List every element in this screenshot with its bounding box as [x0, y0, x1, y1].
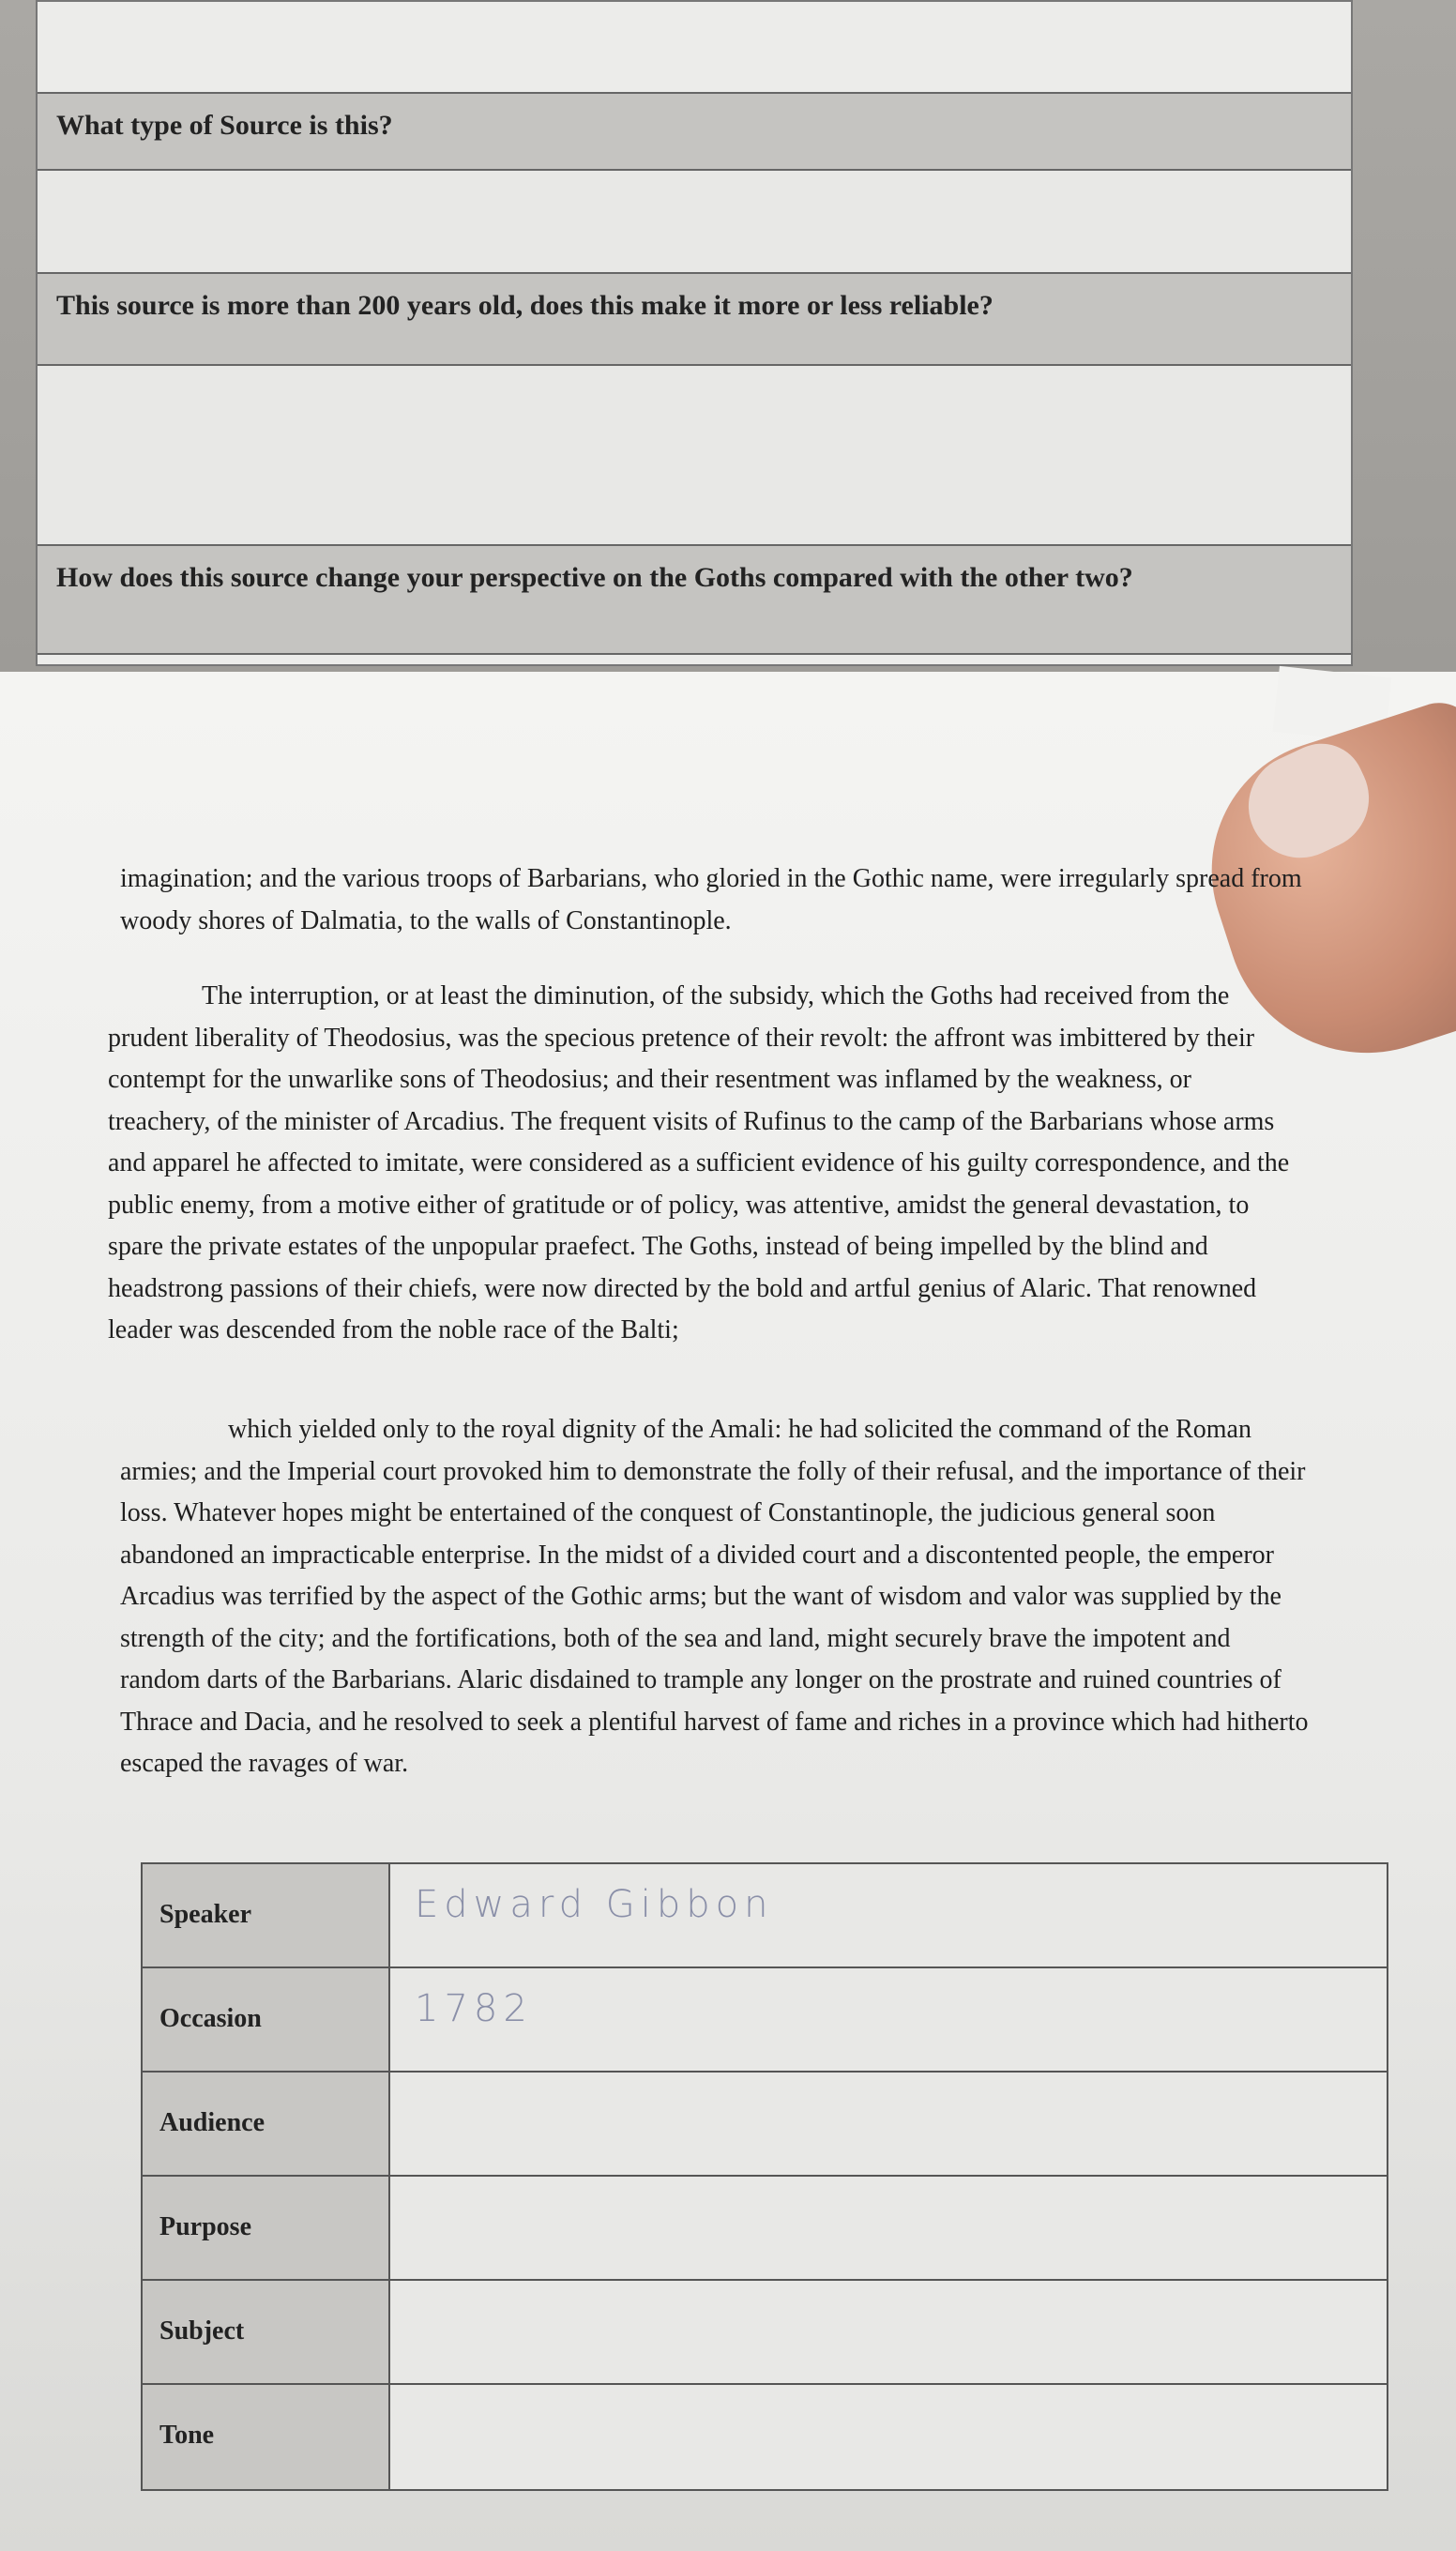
label-speaker: Speaker — [159, 1900, 251, 1929]
passage-paragraph-2: The interruption, or at least the diminution, of the subsidy, which the Goths had received from the prudent liberality of Theodosius, was the specious pretence of their revolt: the affront was imbittered by their contempt for the unwarlike sons of Theodosius; and their resentment was inflamed by the weakness, or treachery, of the minister of Arcadius. The frequent visits of Rufinus to the camp of the Barbarians whose arms and apparel he affected to imitate, were considered as a sufficient evidence of his guilty correspondence, and the public enemy, from a motive either of gratitude or of policy, was attentive, amidst the general devastation, to spare the private estates of the unpopular praefect. The Goths, instead of being impelled by the blind and headstrong passions of their chiefs, were now directed by the bold and artful genius of Alaric. That renowned leader was descended from the noble race of the Balti; — [108, 981, 1290, 1344]
label-subject: Subject — [159, 2316, 245, 2346]
worksheet-top — [36, 0, 1353, 666]
table-row-subject — [143, 2281, 1387, 2385]
question-source-type: What type of Source is this? — [38, 92, 1351, 171]
table-row-occasion — [143, 1968, 1387, 2073]
answer-box-source-type[interactable] — [38, 171, 1351, 272]
label-audience: Audience — [159, 2108, 265, 2137]
table-row-audience — [143, 2073, 1387, 2177]
value-occasion[interactable]: 1782 — [415, 1987, 533, 2030]
passage-paragraph-3: which yielded only to the royal dignity of the Amali: he had solicited the command of the Roman armies; and the Imperial court provoked him to demonstrate the folly of their refusal, and the importance of their loss. Whatever hopes might be entertained of the conquest of Constantinople, the judicious general soon abandoned an impracticable enterprise. In the midst of a divided court and a discontented people, the emperor Arcadius was terrified by the aspect of the Gothic arms; but the want of wisdom and valor was supplied by the strength of the city; and the fortifications, both of the sea and land, might securely brave the impotent and random darts of the Barbarians. Alaric disdained to trample any longer on the prostrate and ruined countries of Thrace and Dacia, and he resolved to seek a plentiful harvest of fame and riches in a province which had hitherto escaped the ravages of war. — [120, 1415, 1309, 1778]
label-occasion: Occasion — [159, 2004, 262, 2033]
table-row-speaker — [143, 1864, 1387, 1968]
passage-paragraph-1: imagination; and the various troops of Barbarians, who gloried in the Gothic name, were irregularly spread from woody shores of Dalmatia, to the walls of Constantinople. — [120, 864, 1302, 935]
label-tone: Tone — [159, 2421, 215, 2450]
answer-box-reliability[interactable] — [38, 366, 1351, 544]
question-reliability: This source is more than 200 years old, does this make it more or less reliable? — [38, 272, 1351, 366]
soapstone-table — [141, 1862, 1388, 2491]
question-perspective: How does this source change your perspective on the Goths compared with the other two? — [38, 544, 1351, 655]
label-purpose: Purpose — [159, 2212, 251, 2241]
table-row-purpose — [143, 2177, 1387, 2281]
table-row-tone — [143, 2385, 1387, 2489]
value-speaker[interactable]: Edward Gibbon — [415, 1883, 774, 1926]
